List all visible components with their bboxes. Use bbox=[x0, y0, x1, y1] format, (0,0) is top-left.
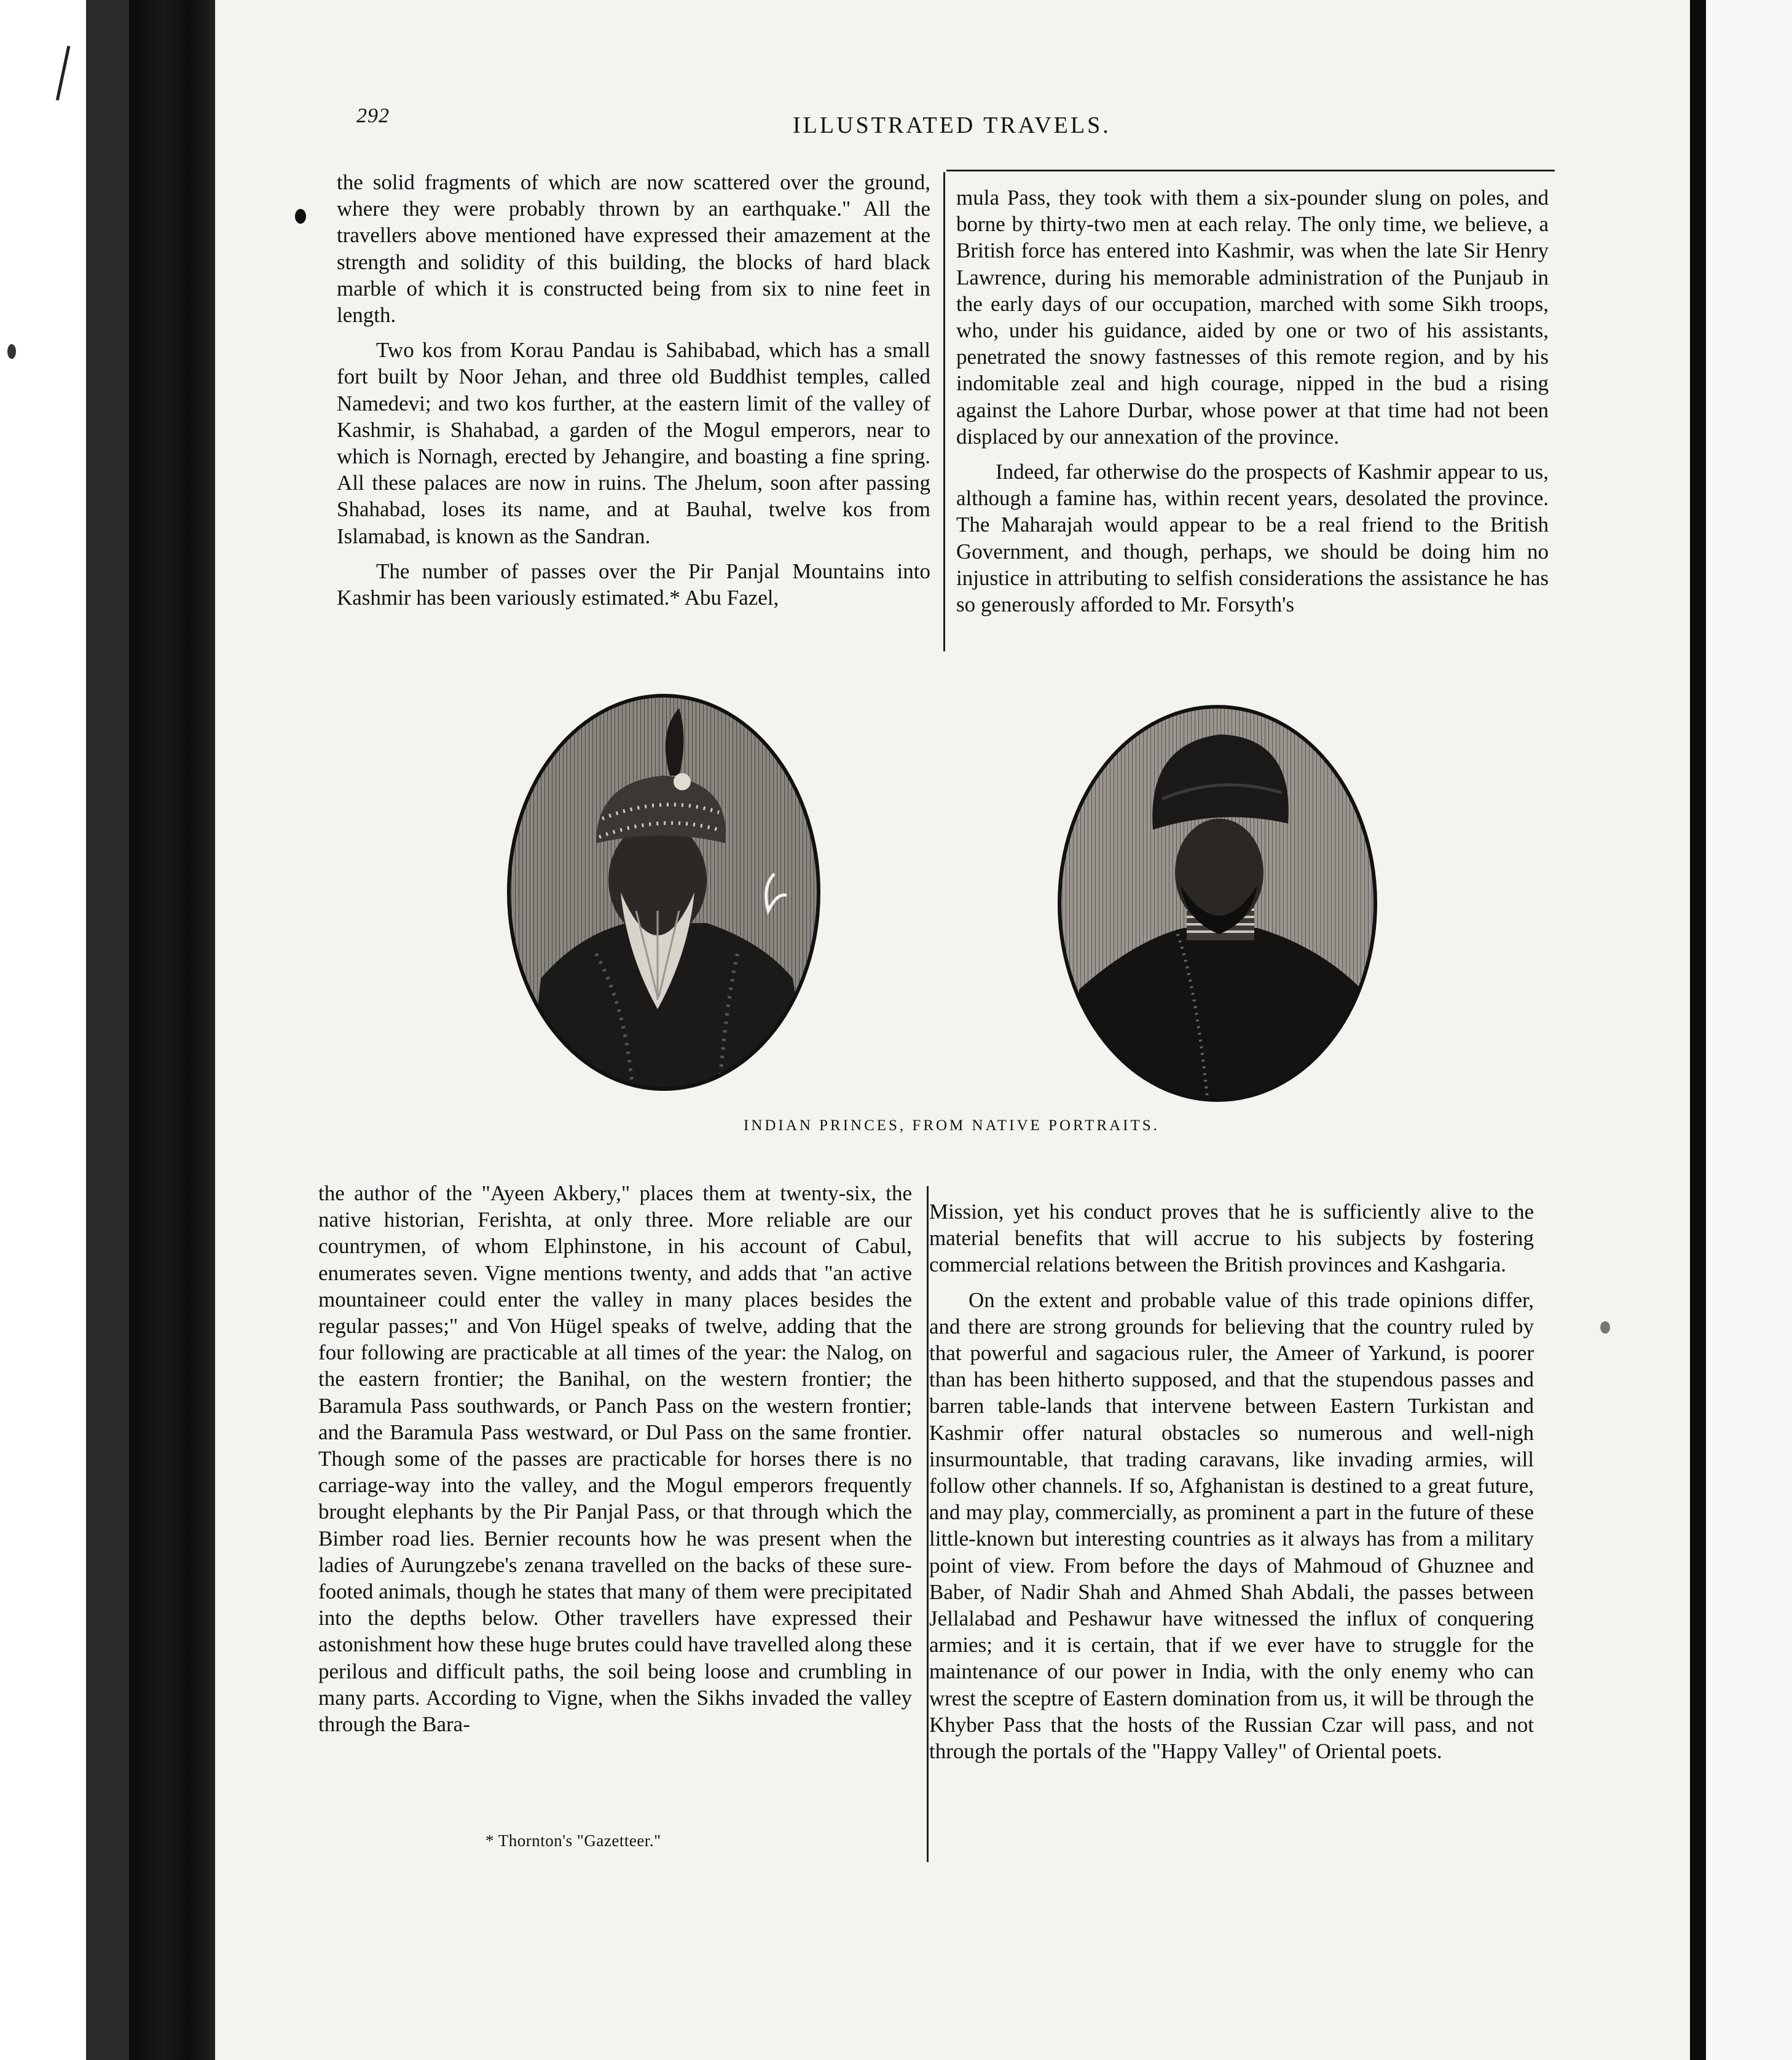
text-column-top-right bbox=[956, 184, 1549, 618]
text-column-bottom-left bbox=[318, 1180, 912, 1737]
portrait-right bbox=[1055, 701, 1380, 1106]
next-page-edge bbox=[1706, 0, 1792, 2060]
paragraph: the solid fragments of which are now scattered over the ground, where they were probably thrown by an earthquake." All the travellers above mentioned have expressed their amazement at the strength and solidity of this building, the blocks of hard black marble of which it is constructed being from six to nine feet in length. bbox=[337, 170, 930, 328]
running-title: ILLUSTRATED TRAVELS. bbox=[793, 112, 1111, 138]
paragraph: mula Pass, they took with them a six-pounder slung on poles, and borne by thirty-two men at each relay. The only time, we believe, a British force has entered into Kashmir, was when the late Sir Henry Lawrence, during his memorable administration of the Punjaub in the early days of our occupation, marched with some Sikh troops, who, under his guidance, aided by one or two of his assistants, penetrated the snowy fastnesses of this remote region, and by his indomitable zeal and high courage, nipped in the bud a rising against the Lahore Durbar, whose power at that time had not been displaced by our annexation of the province. bbox=[956, 186, 1549, 449]
paragraph: The number of passes over the Pir Panjal Mountains into Kashmir has been variously estimated.* Abu Fazel, bbox=[337, 559, 930, 610]
book-spine bbox=[129, 0, 215, 2060]
text-column-top-left bbox=[337, 169, 930, 611]
footnote: * Thornton's "Gazetteer." bbox=[485, 1831, 661, 1850]
paragraph: the author of the "Ayeen Akbery," places them at twenty-six, the native historian, Ferishta, at only three. More reliable are our countrymen, of whom Elphinstone, in his account of Cabul, enumerates seven. Vigne mentions twenty, and adds that "an active mountaineer could enter the valley in many places besides the regular passes;" and Von Hügel speaks of twelve, adding that the four following are practicable at all times of the year: the Nalog, on the eastern frontier; the Banihal, on the western frontier; the Baramula Pass southwards, or Panch Pass on the western frontier; and the Baramula Pass westward, or Dul Pass on the same frontier. Though some of the passes are practicable for horses there is no carriage-way into the valley, and the Mogul emperors frequently brought elephants by the Pir Panjal Pass, or that through which the Bimber road lies. Bernier recounts how he was present when the ladies of Aurungzebe's zenana travelled on the backs of these sure-footed animals, though he states that many of them were precipitated into the depths below. Other travellers have expressed their astonishment how these huge brutes could have travelled along these perilous and difficult paths, the soil being loose and crumbling in many parts. According to Vigne, when the Sikhs invaded the valley through the Bara- bbox=[318, 1181, 912, 1737]
ink-blot bbox=[295, 209, 306, 224]
column-divider-bottom bbox=[927, 1186, 929, 1862]
paragraph: On the extent and probable value of this trade opinions differ, and there are strong grounds for believing that the country ruled by that powerful and sagacious ruler, the Ameer of Yarkund, is poorer than has been hitherto supposed, and that the stupendous passes and barren table-lands that intervene between Eastern Turkistan and Kashmir offer natural obstacles so numerous and well-nigh insurmountable, that trading caravans, like invading armies, will follow other channels. If so, Afghanistan is destined to a great future, and may play, commercially, as prominent a part in the future of these little-known but interesting countries as it always has from a military point of view. From before the days of Mahmoud of Ghuznee and Baber, of Nadir Shah and Ahmed Shah Abdali, the passes between Jellalabad and Peshawur have witnessed the influx of conquering armies; and it is certain, that if we ever have to struggle for the maintenance of our power in India, with the only enemy who can wrest the sceptre of Eastern domination from us, it will be through the Khyber Pass that the hosts of the Russian Czar will pass, and not through the portals of the "Happy Valley" of Oriental poets. bbox=[929, 1288, 1534, 1764]
page-number: 292 bbox=[356, 104, 390, 127]
scan-mark bbox=[7, 344, 16, 359]
portrait-left bbox=[504, 690, 823, 1095]
text-column-bottom-right bbox=[929, 1198, 1534, 1764]
paragraph: Two kos from Korau Pandau is Sahibabad, which has a small fort built by Noor Jehan, and three old Buddhist temples, called Namedevi; and two kos further, at the eastern limit of the valley of Kashmir, is Shahabad, a garden of the Mogul emperors, near to which is Nornagh, erected by Jehangire, and boasting a fine spring. All these palaces are now in ruins. The Jhelum, soon after passing Shahabad, loses its name, and at Bauhal, twelve kos from Islamabad, is known as the Sandran. bbox=[337, 338, 930, 548]
paragraph: Indeed, far otherwise do the prospects of Kashmir appear to us, although a famine has, within recent years, desolated the province. The Maharajah would appear to be a real friend to the British Government, and though, perhaps, we should be doing him no injustice in attributing to selfish considerations the assistance he has so generously afforded to Mr. Forsyth's bbox=[956, 460, 1549, 617]
page-gutter-right bbox=[1690, 0, 1706, 2060]
paragraph: Mission, yet his conduct proves that he is sufficiently alive to the material benefits that will accrue to his subjects by fostering commercial relations between the British provinces and Kashgaria. bbox=[929, 1200, 1534, 1277]
header-rule bbox=[946, 170, 1555, 171]
figure-caption: INDIAN PRINCES, FROM NATIVE PORTRAITS. bbox=[744, 1117, 1160, 1134]
ink-blot bbox=[1600, 1321, 1610, 1334]
scan-margin-left bbox=[0, 0, 86, 2060]
running-head bbox=[344, 104, 1549, 154]
column-divider-top bbox=[943, 172, 945, 651]
